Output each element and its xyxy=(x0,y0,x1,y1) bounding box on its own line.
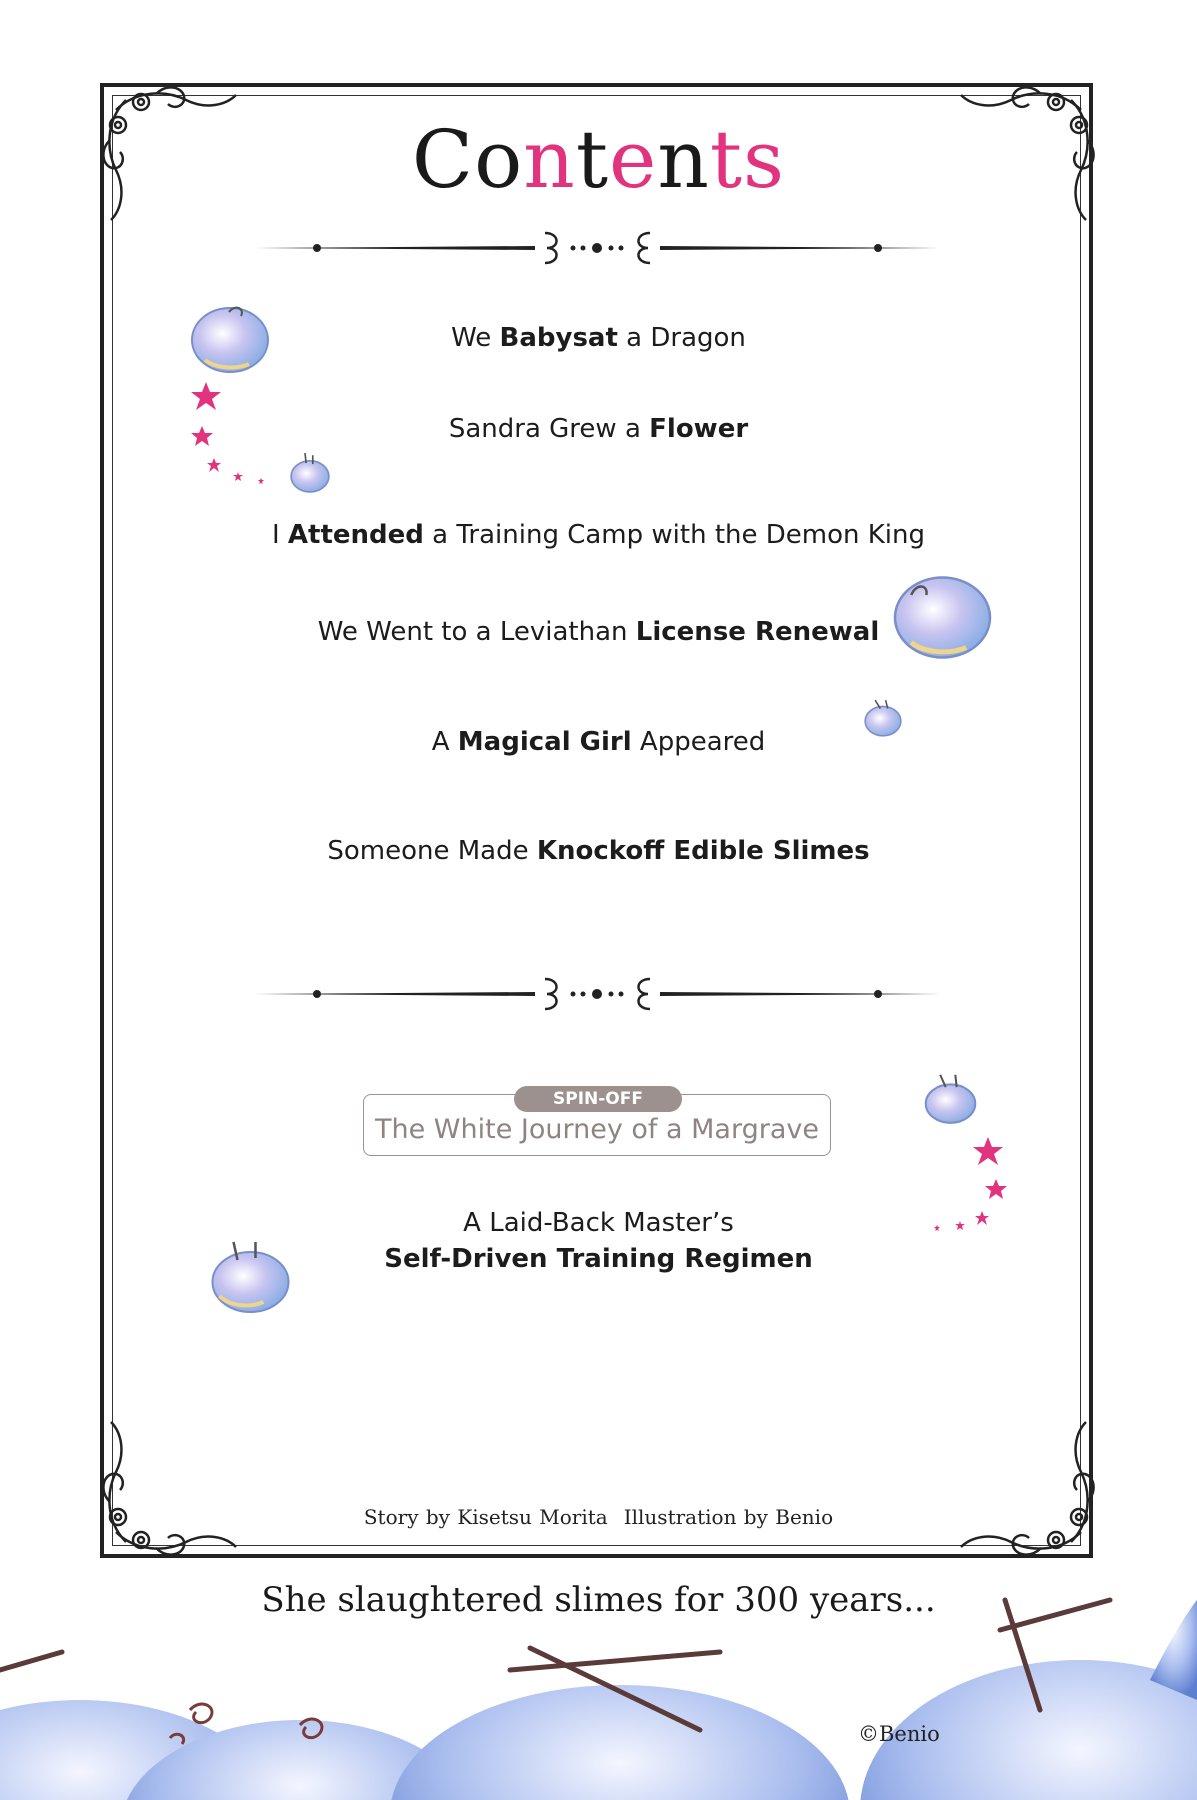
chapter-emphasis: Flower xyxy=(649,414,749,444)
chapter-text: a Dragon xyxy=(617,323,746,353)
title-segment: n xyxy=(523,113,576,206)
page-title xyxy=(0,112,1197,208)
star-icon xyxy=(928,1135,1013,1245)
chapter-text: I xyxy=(271,520,288,550)
spinoff-chapter-line2[interactable]: Self-Driven Training Regimen xyxy=(384,1244,813,1274)
chapter-text: Appeared xyxy=(631,727,766,757)
copyright: ©Benio xyxy=(858,1722,940,1746)
tagline: She slaughtered slimes for 300 years... xyxy=(261,1580,936,1620)
slime-icon xyxy=(203,1238,298,1318)
title-segment: ts xyxy=(709,113,786,206)
chapter-text: A xyxy=(431,727,458,757)
chapter-text: We xyxy=(451,323,500,353)
star-icon xyxy=(188,380,273,490)
slime-crowd-icon xyxy=(0,1560,1197,1800)
chapter-emphasis: License Renewal xyxy=(635,617,880,647)
illustration-credit: Illustration by Benio xyxy=(623,1505,834,1529)
title-segment: e xyxy=(608,113,658,206)
slime-icon xyxy=(918,1072,983,1127)
slime-icon xyxy=(285,448,335,498)
ornamental-divider-icon xyxy=(255,223,940,273)
chapter-3[interactable] xyxy=(0,520,1197,550)
chapter-4[interactable] xyxy=(0,617,1197,647)
chapter-5[interactable] xyxy=(0,727,1197,757)
chapter-text: Someone Made xyxy=(327,836,537,866)
slime-icon xyxy=(885,565,1000,665)
chapter-1[interactable] xyxy=(0,323,1197,353)
filigree-corner-icon xyxy=(951,1412,1101,1562)
credits xyxy=(0,1505,1197,1529)
chapter-emphasis: Babysat xyxy=(499,323,618,353)
spinoff-tag: SPIN-OFF xyxy=(514,1086,682,1112)
chapter-2[interactable] xyxy=(0,414,1197,444)
spinoff-title[interactable]: The White Journey of a Margrave xyxy=(375,1114,819,1145)
spinoff-chapter-line1[interactable]: A Laid-Back Master’s xyxy=(463,1208,734,1238)
filigree-corner-icon xyxy=(96,1412,246,1562)
ornamental-divider-icon xyxy=(255,969,940,1019)
title-segment: n xyxy=(657,113,710,206)
slime-icon xyxy=(858,697,908,739)
chapter-emphasis: Attended xyxy=(287,520,424,550)
slime-icon xyxy=(185,298,275,378)
story-credit: Story by Kisetsu Morita xyxy=(363,1505,608,1529)
chapter-6[interactable] xyxy=(0,836,1197,866)
chapter-text: a Training Camp with the Demon King xyxy=(423,520,926,550)
chapter-emphasis: Knockoff Edible Slimes xyxy=(536,836,870,866)
title-segment: Co xyxy=(411,113,524,206)
chapter-emphasis: Magical Girl xyxy=(457,727,632,757)
chapter-text: We Went to a Leviathan xyxy=(317,617,636,647)
title-segment: t xyxy=(575,113,609,206)
chapter-text: Sandra Grew a xyxy=(448,414,650,444)
